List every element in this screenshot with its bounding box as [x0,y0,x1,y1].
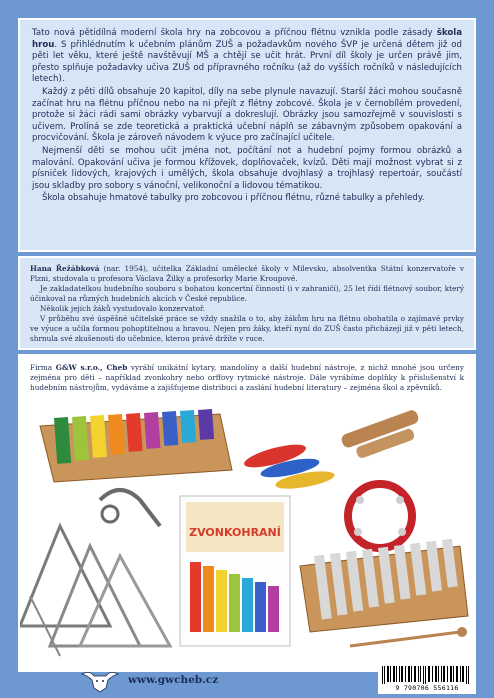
intro-panel [18,18,476,252]
xylophone-image [40,409,232,482]
metallophone-image [300,539,468,646]
author-panel [18,256,476,350]
instruments-illustration [20,396,474,664]
intro-paragraph-2: Každý z pěti dílů obsahuje 20 kapitol, díly na sebe plynule navazují. Starší žáci mohou současně začínat hru na flétnu příčnou nebo na ni přejít z flétny zobcové. Škola je v černobílém provedení, protože si žáci rádi sami obrázky vybarvují a dokreslují. Obrázky jsou samozřejmě v souvislosti s učivem. Prolíná se zde teoretická a praktická učební náplň se zábavným způsobem opakování a procvičování. Škola je zároveň návodem k výuce pro začínající učitele. [32,86,462,144]
intro-paragraph-3: Nejmenší děti se mohou učit jména not, počítání not a hudební pojmy formou obrázků a malování. Opakování učiva je formou křížovek, doplňovaček, kvízů. Děti mají možnost vybrat si z písniček lidových, krajových i umělých, škola obsahuje dvojhlasý a trojhlasý repertoár, součástí jsou skladby pro sobory s vánoční, velikonoční a lidovou tématikou. [32,145,462,191]
box-label: ZVONKOHRANÍ [189,526,281,539]
firm-name: G&W s.r.o., Cheb [55,363,128,372]
glockenspiel-box-image [180,496,290,646]
author-paragraph-1: Hana Řežábková (nar. 1954), učitelka Základní umělecké školy v Milevsku, absolventka Státní konzervatoře v Plzni, studovala u profesora Václava Žilky a profesorky Marie Kroupové. [30,264,464,283]
barcode-number: 9 790706 556116 [395,684,459,692]
intro-paragraph-4: Škola obsahuje hmatové tabulky pro zobcovou i příčnou flétnu, různé tabulky a přehledy. [42,193,425,204]
website-url[interactable]: www.gwcheb.cz [128,674,219,686]
bull-logo-icon [80,668,120,694]
firm-paragraph: Firma G&W s.r.o., Cheb vyrábí unikátní kytary, mandolíny a další hudební nástroje, z nichž mnohé jsou určeny zejména pro děti – například zvonkohry nebo orffovy rytmické nástroje. Dále vyrábíme doplňky k příslušenství k hudebním nástrojům, vydáváme a zajišťujeme distribuci a zaslání hudební literatury – zejména škol a zpěvníků. [30,363,464,392]
triangles-image [20,526,170,656]
kazoo-image [242,440,336,492]
author-paragraph-3: Několik jejích žáků vystudovalo konzervatoř. [40,304,206,313]
jaw-harp-image [100,490,160,526]
intro-paragraph-1: Tato nová pětidílná moderní škola hry na zobcovou a příčnou flétnu vznikla podle zásady škola hrou. S přihlédnutím k učebním plánům ZUŠ a požadavkům nového ŠVP je určená dětem již od pěti let věku, které ještě navštěvují MŠ a chtějí se učit hrát. První díl školy je určen právě jim, přesto splňuje požadavky učiva ZUŠ od přípravného ročníku (až do vyšších ročníků v následujících letech). [32,28,462,85]
author-paragraph-4: V průběhu své úspěšné učitelské práce se vždy snažila o to, aby žákům hru na flétnu obohatila o zajímavé prvky ve výuce a učila formou pohoptitelnou a hravou. Nejen pro žáky, kteří nyní do ZUŠ často přicházejí již v pěti letech, shrnula své zkušenosti do učebnice, kterou právě držíte v ruce. [30,314,464,343]
intro-bold-phrase: škola hrou [32,28,462,50]
wooden-clapper-image [340,409,420,460]
author-name: Hana Řežábková [30,264,100,273]
author-paragraph-2: Je zakladatelkou hudebního souboru s bohatou koncertní činností (i v zahraničí), 25 let řídí flétnový soubor, který účinkoval na různých hudebních akcích v České republice. [30,284,464,303]
tambourine-image [348,484,412,548]
